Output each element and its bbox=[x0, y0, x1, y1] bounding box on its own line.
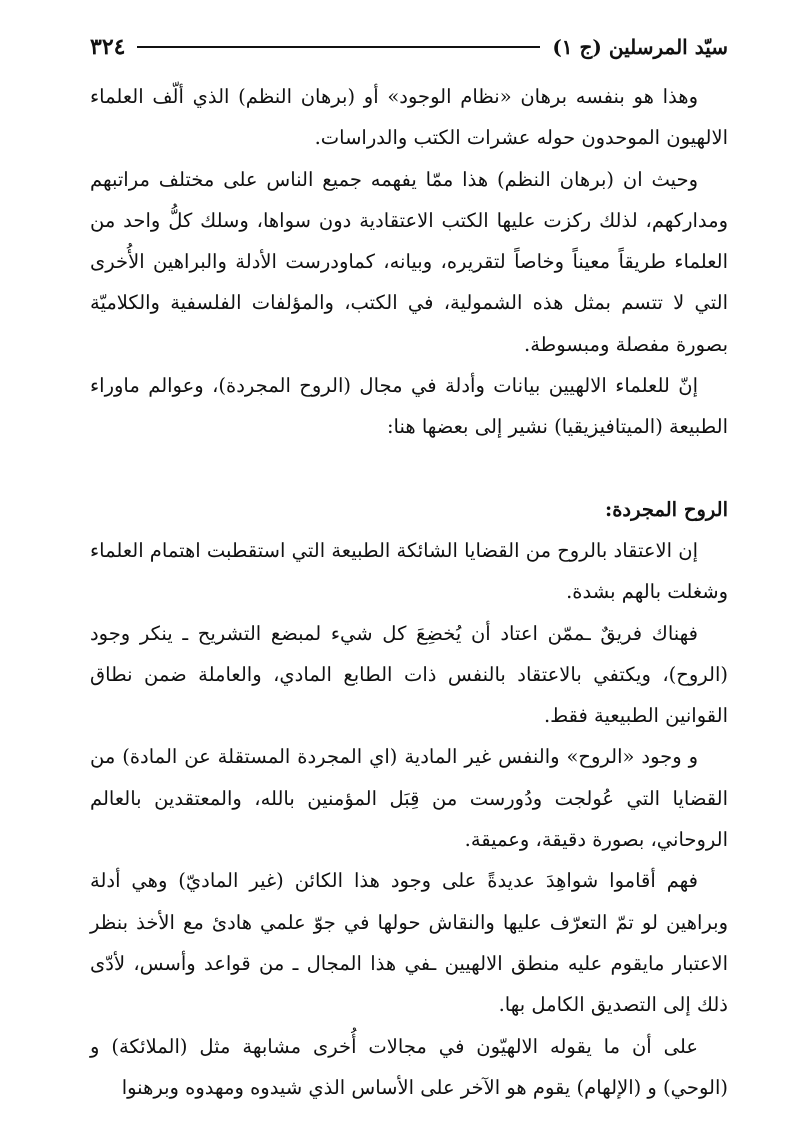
header-rule bbox=[137, 46, 540, 48]
paragraph: فهم أقاموا شواهِدَ عديدةً على وجود هذا الكائن (غير الماديّ) وهي أدلة وبراهين لو تمّ التعرّف عليها والنقاش حولها في جوّ علمي هادئ مع الأخذ بنظر الاعتبار مايقوم عليه منطق الالهيين ـفي هذا المجال ـ من قواعد وأسس، لأدّى ذلك إلى التصديق الكامل بها. bbox=[90, 869, 728, 1017]
page-number: ٣٢٤ bbox=[90, 34, 126, 60]
paragraph: وهذا هو بنفسه برهان «نظام الوجود» أو (برهان النظم) الذي ألّف العلماء الالهيون الموحدون حوله عشرات الكتب والدراسات. bbox=[90, 85, 728, 150]
paragraph: على أن ما يقوله الالهيّون في مجالات أُخرى مشابهة مثل (الملائكة) و (الوحي) و (الإلهام) يقوم هو الآخر على الأساس الذي شيدوه ومهدوه وبرهنوا bbox=[90, 1034, 728, 1099]
paragraph: فهناك فريقٌ ـممّن اعتاد أن يُخضِعَ كل شيء لمبضع التشريح ـ ينكر وجود (الروح)، ويكتفي بالاعتقاد بالنفس ذات الطابع المادي، والعاملة ضمن نطاق القوانين الطبيعية فقط. bbox=[90, 621, 728, 728]
section-heading: الروح المجردة: bbox=[605, 497, 728, 521]
paragraph: و وجود «الروح» والنفس غير المادية (اي المجردة المستقلة عن المادة) من القضايا التي عُولجت ودُورست من قِبَل المؤمنين بالله، والمعتقدين بالعالم الروحاني، بصورة دقيقة، وعميقة. bbox=[90, 745, 728, 852]
paragraph: إن الاعتقاد بالروح من القضايا الشائكة الطبيعة التي استقطبت اهتمام العلماء وشغلت بالهم بشدة. bbox=[90, 538, 728, 604]
running-title: سيّد المرسلين (ج ١) bbox=[552, 35, 728, 59]
paragraph: وحيث ان (برهان النظم) هذا ممّا يفهمه جميع الناس على مختلف مراتبهم ومداركهم، لذلك ركزت عليها الكتب الاعتقادية دون سواها، وسلك كلُّ واحد من العلماء طريقاً معيناً وخاصاً لتقريره، وبيانه، كماودرست الأدلة والبراهين الأُخرى التي لا تتسم بمثل هذه الشمولية، في الكتب، والمؤلفات الفلسفية والكلاميّة بصورة مفصلة ومبسوطة. bbox=[90, 167, 728, 356]
paragraph: إنّ للعلماء الالهيين بيانات وأدلة في مجال (الروح المجردة)، وعوالم ماوراء الطبيعة (الميتافيزيقيا) نشير إلى بعضها هنا: bbox=[90, 374, 728, 439]
page-body bbox=[90, 76, 728, 1108]
page-header bbox=[90, 30, 728, 64]
